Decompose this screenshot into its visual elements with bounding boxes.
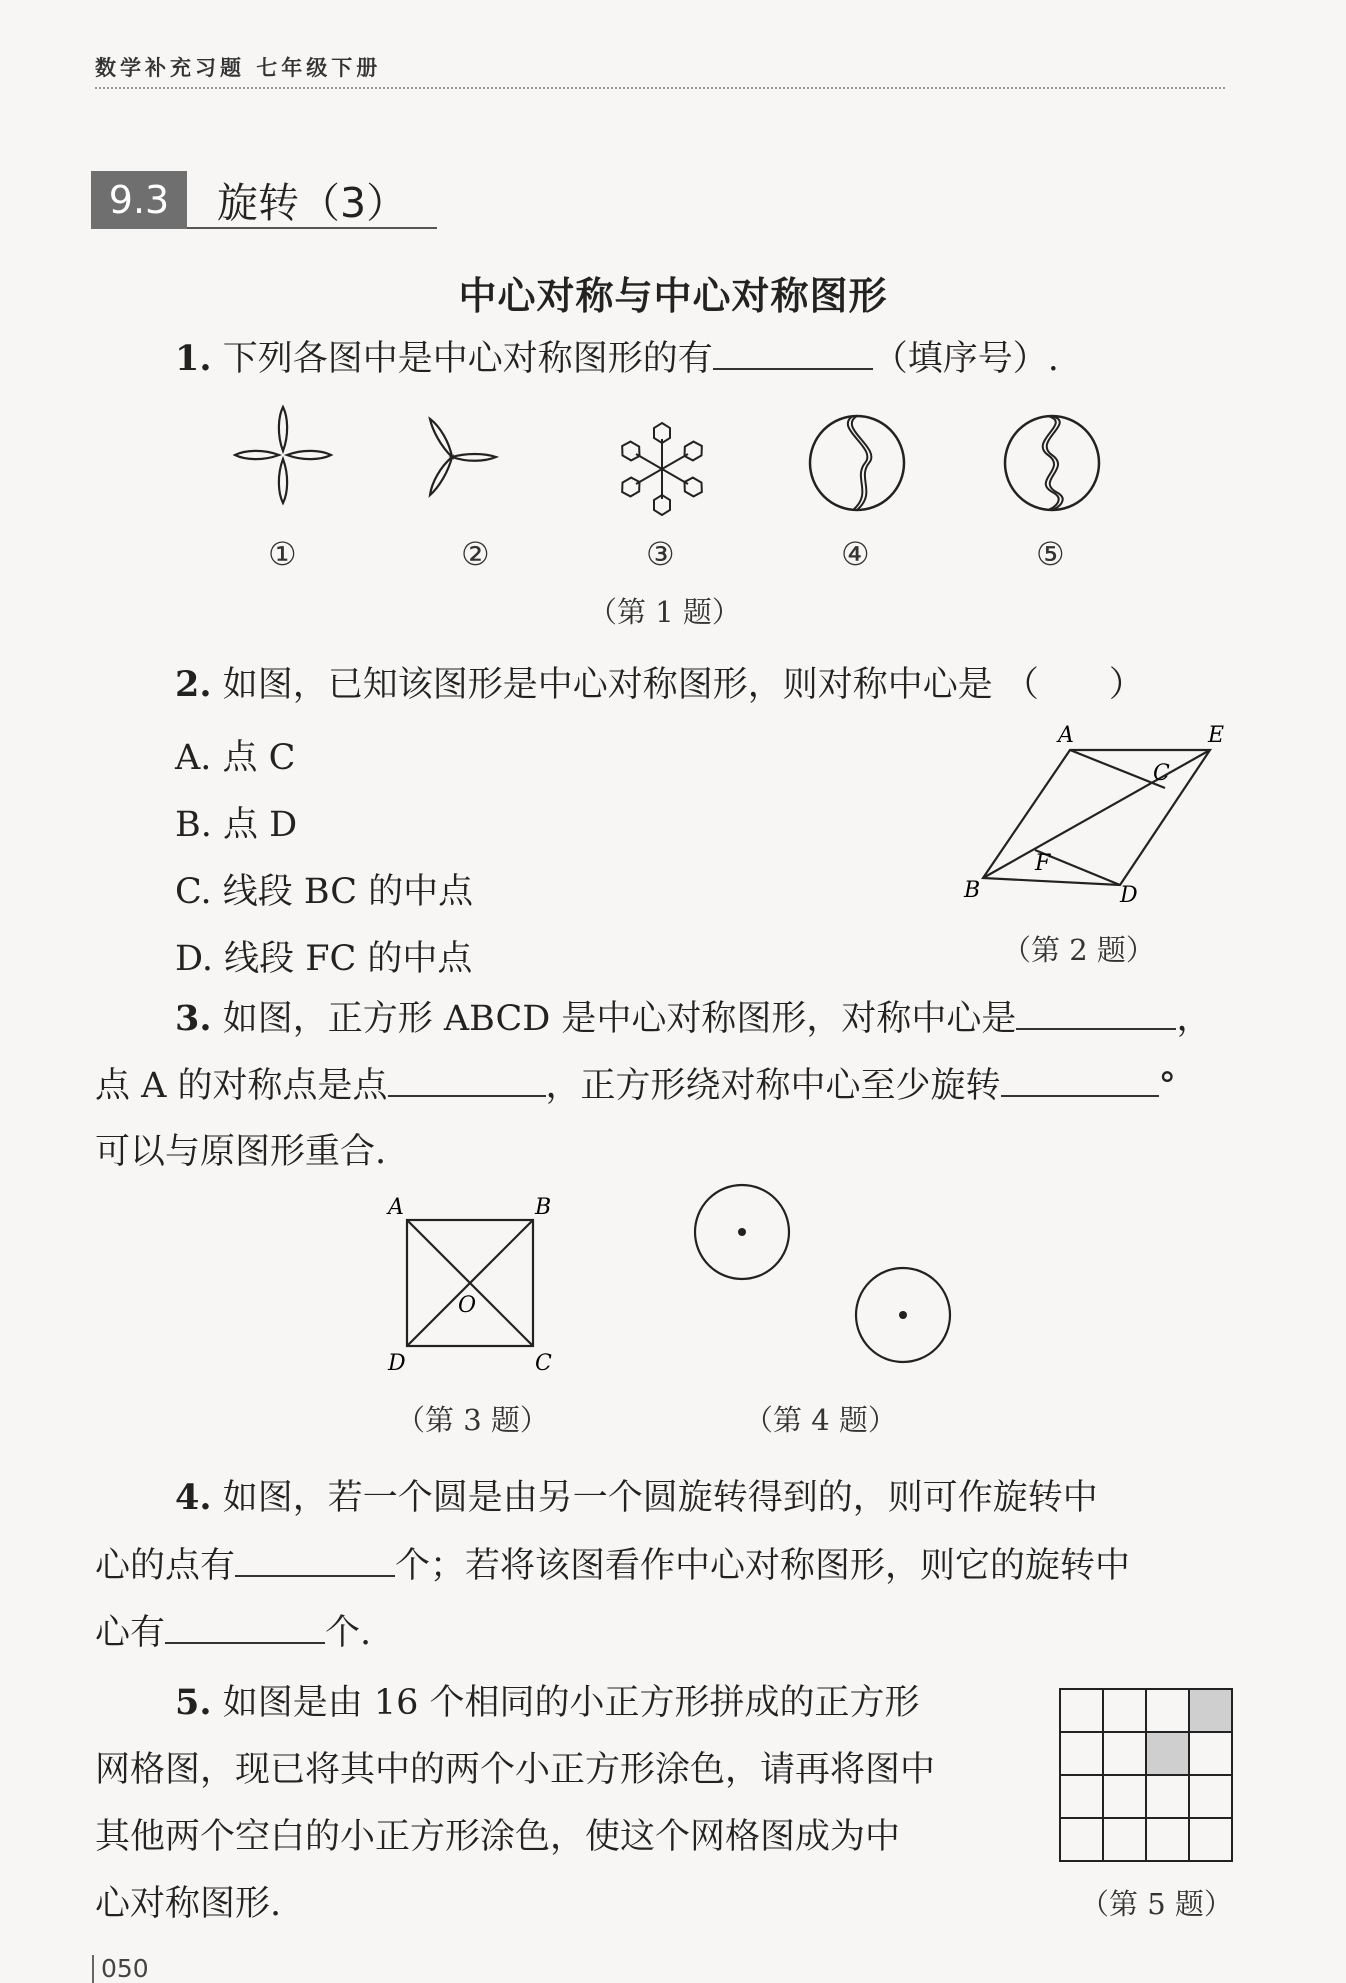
question-2-number: 2. xyxy=(175,664,212,705)
question-1-figures xyxy=(0,395,1346,535)
grid-cell[interactable] xyxy=(1103,1818,1146,1861)
answer-blank[interactable] xyxy=(1001,1065,1159,1097)
question-4-text-1: 如图，若一个圆是由另一个圆旋转得到的，则可作旋转中 xyxy=(222,1478,1098,1518)
question-3-text-4: 可以与原图形重合. xyxy=(95,1132,387,1172)
figure-4-caption: （第 4 题） xyxy=(744,1403,897,1437)
running-header: 数学补充习题 七年级下册 xyxy=(95,56,382,80)
question-1 xyxy=(175,338,1059,379)
circle-1-center xyxy=(738,1228,746,1236)
question-5-line-1 xyxy=(175,1683,919,1723)
option-c[interactable]: C. 线段 BC 的中点 xyxy=(175,872,474,912)
question-2-figure xyxy=(960,720,1240,905)
question-4-figure xyxy=(690,1180,980,1380)
question-2-text: 如图，已知该图形是中心对称图形，则对称中心是 xyxy=(222,665,993,705)
question-4-line-3 xyxy=(95,1612,371,1653)
grid-cell[interactable] xyxy=(1146,1732,1189,1775)
answer-blank[interactable] xyxy=(165,1612,325,1644)
figure-5-label: ⑤ xyxy=(1036,535,1065,573)
point-a-label: A xyxy=(1058,723,1074,748)
figure-3-label: ③ xyxy=(646,535,675,573)
grid-cell[interactable] xyxy=(1146,1775,1189,1818)
figure-1-four-petals xyxy=(235,407,331,503)
degree-symbol: ° xyxy=(1158,1066,1177,1106)
section-title: 旋转（3） xyxy=(217,179,408,227)
grid-cell[interactable] xyxy=(1189,1775,1232,1818)
answer-blank[interactable] xyxy=(388,1065,546,1097)
question-5-text-1: 如图是由 16 个相同的小正方形拼成的正方形 xyxy=(222,1683,920,1723)
page-number: 050 xyxy=(92,1955,149,1983)
question-4-text-4: 心有 xyxy=(95,1613,166,1653)
option-a[interactable]: A. 点 C xyxy=(175,738,296,778)
square-center-o: O xyxy=(458,1293,477,1318)
circle-2-center xyxy=(899,1311,907,1319)
figure-5-circle-wave xyxy=(1005,416,1099,510)
point-e-label: E xyxy=(1208,723,1225,748)
grid-cell[interactable] xyxy=(1060,1689,1103,1732)
grid-cell[interactable] xyxy=(1146,1689,1189,1732)
grid-cell[interactable] xyxy=(1060,1818,1103,1861)
question-5-text-4: 心对称图形. xyxy=(95,1884,282,1924)
question-3-number: 3. xyxy=(175,998,212,1039)
square-point-b: B xyxy=(535,1195,552,1220)
question-5-text-3: 其他两个空白的小正方形涂色，使这个网格图成为中 xyxy=(95,1817,901,1857)
question-2 xyxy=(175,665,1144,705)
question-1-number: 1. xyxy=(175,338,212,379)
question-3-line-1 xyxy=(175,998,1211,1039)
question-1-suffix: （填序号）. xyxy=(872,339,1059,379)
figure-1-caption: （第 1 题） xyxy=(588,595,741,629)
question-4-text-2: 心的点有 xyxy=(95,1546,236,1586)
answer-blank[interactable] xyxy=(1016,998,1176,1030)
grid-cell[interactable] xyxy=(1060,1732,1103,1775)
question-5-text-2: 网格图，现已将其中的两个小正方形涂色，请再将图中 xyxy=(95,1750,936,1790)
figure-4-circle-s-curve xyxy=(810,416,904,510)
question-4-line-1 xyxy=(175,1478,1098,1518)
section-number: 9.3 xyxy=(91,171,187,229)
figure-2-three-petals xyxy=(427,417,496,497)
figure-4-label: ④ xyxy=(841,535,870,573)
grid-cell[interactable] xyxy=(1103,1689,1146,1732)
grid-cell[interactable] xyxy=(1189,1689,1232,1732)
figure-1-label: ① xyxy=(268,535,297,573)
square-point-a: A xyxy=(388,1195,404,1220)
question-3-comma: ， xyxy=(1176,999,1212,1039)
lesson-subtitle: 中心对称与中心对称图形 xyxy=(458,274,888,318)
grid-cell[interactable] xyxy=(1189,1732,1232,1775)
question-1-text: 下列各图中是中心对称图形的有 xyxy=(222,339,713,379)
question-5-grid xyxy=(1058,1687,1238,1867)
figure-5-caption: （第 5 题） xyxy=(1080,1887,1233,1921)
section-underline xyxy=(187,227,437,229)
figure-3-caption: （第 3 题） xyxy=(396,1403,549,1437)
grid-cell[interactable] xyxy=(1189,1818,1232,1861)
option-d[interactable]: D. 线段 FC 的中点 xyxy=(175,939,473,979)
point-f-label: F xyxy=(1035,851,1051,876)
question-3-text-2: 点 A 的对称点是点 xyxy=(95,1066,388,1106)
header-divider xyxy=(95,87,1225,89)
option-b[interactable]: B. 点 D xyxy=(175,805,298,845)
grid-cell[interactable] xyxy=(1146,1818,1189,1861)
answer-paren[interactable]: （ ） xyxy=(1003,665,1144,705)
question-3-text-3: ，正方形绕对称中心至少旋转 xyxy=(545,1066,1001,1106)
figure-2-label: ② xyxy=(461,535,490,573)
point-d-label: D xyxy=(1120,883,1138,905)
grid-cell[interactable] xyxy=(1103,1775,1146,1818)
square-point-d: D xyxy=(388,1351,406,1376)
grid-cell[interactable] xyxy=(1103,1732,1146,1775)
point-b-label: B xyxy=(964,878,981,903)
question-4-text-5: 个. xyxy=(325,1613,372,1653)
grid-cell[interactable] xyxy=(1060,1775,1103,1818)
question-4-text-3: 个；若将该图看作中心对称图形，则它的旋转中 xyxy=(395,1546,1131,1586)
answer-blank[interactable] xyxy=(713,338,873,370)
answer-blank[interactable] xyxy=(235,1545,395,1577)
question-3-line-2 xyxy=(95,1065,1176,1106)
square-point-c: C xyxy=(535,1351,552,1376)
question-4-line-2 xyxy=(95,1545,1130,1586)
question-3-text-1: 如图，正方形 ABCD 是中心对称图形，对称中心是 xyxy=(222,999,1017,1039)
question-4-number: 4. xyxy=(175,1477,212,1518)
question-5-number: 5. xyxy=(175,1682,212,1723)
figure-2-caption: （第 2 题） xyxy=(1002,933,1155,967)
figure-3-snowflake xyxy=(618,423,706,515)
point-c-label: C xyxy=(1153,761,1170,786)
question-3-figure xyxy=(380,1190,560,1380)
